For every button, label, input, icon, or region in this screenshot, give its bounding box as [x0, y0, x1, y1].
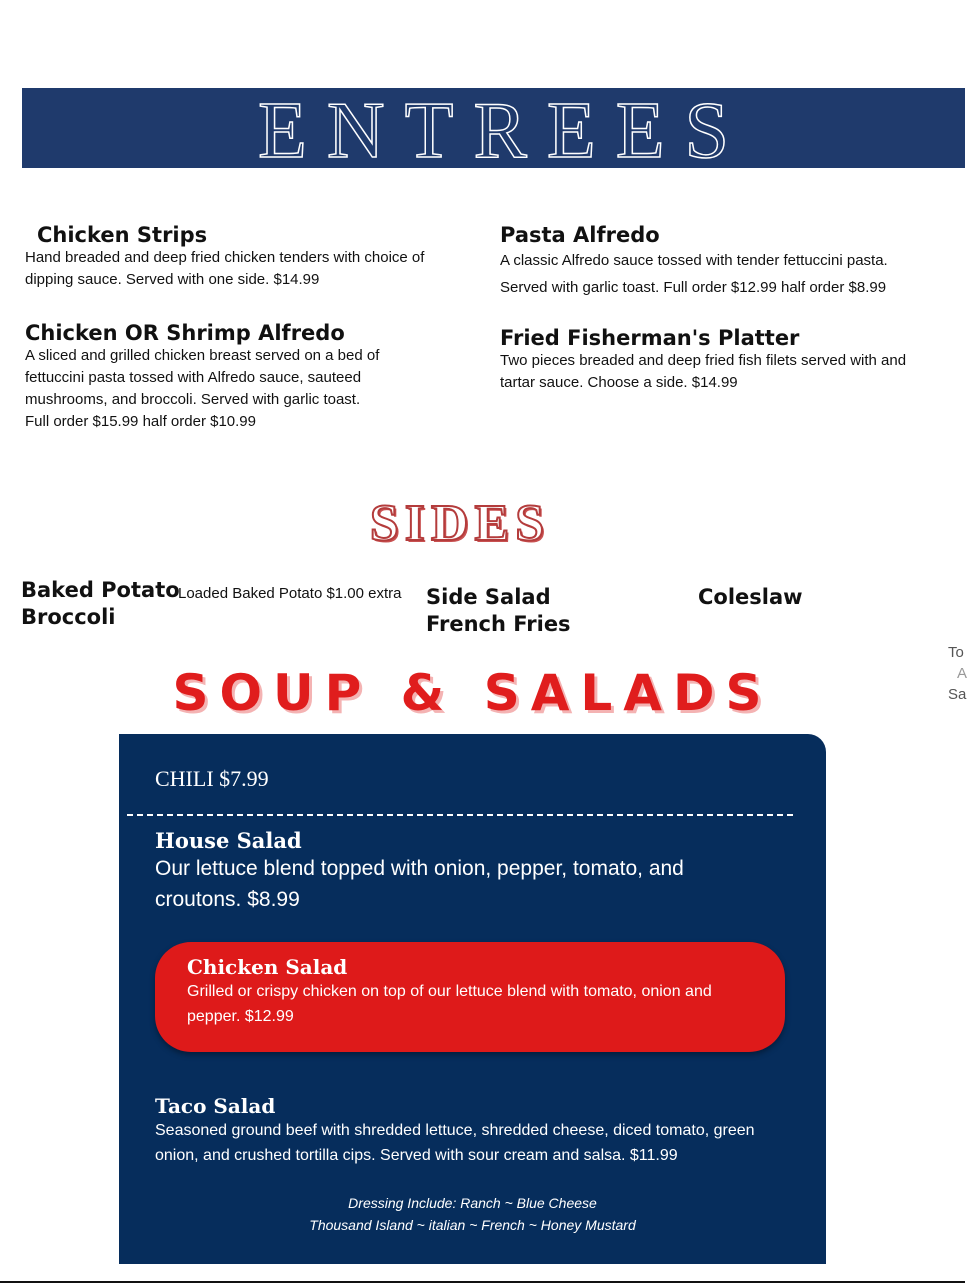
entree-chicken-strips [25, 223, 445, 291]
salad-desc: Grilled or crispy chicken on top of our lettuce blend with tomato, onion and pepper. $12.99 [187, 983, 712, 1025]
entree-chicken-shrimp-alfredo [25, 321, 400, 433]
entree-desc: Two pieces breaded and deep fried fish filets served with and tartar sauce. Choose a side. $14.99 [500, 352, 907, 392]
salad-desc: Our lettuce blend topped with onion, pepper, tomato, and croutons. $8.99 [155, 857, 684, 911]
entree-name: Fried Fisherman's Platter [500, 326, 800, 350]
entree-name: Chicken OR Shrimp Alfredo [25, 321, 345, 345]
entrees-banner [22, 87, 965, 175]
cut-off-text: A [957, 665, 967, 682]
dressing-line: Dressing Include: Ranch ~ Blue Cheese [348, 1195, 597, 1211]
side-coleslaw: Coleslaw [698, 585, 803, 609]
side-baked-potato: Baked Potato [21, 578, 180, 602]
salad-name: Chicken Salad [187, 955, 348, 979]
dressing-line: Thousand Island ~ italian ~ French ~ Honey Mustard [309, 1217, 636, 1233]
entree-desc: A sliced and grilled chicken breast served on a bed of fettuccini pasta tossed with Alfredo sauce, sauteed mushrooms, and broccoli. Served with garlic toast. [25, 347, 380, 409]
side-french-fries: French Fries [426, 612, 571, 636]
entree-name: Pasta Alfredo [500, 223, 660, 247]
house-salad [155, 828, 775, 915]
salad-name: Taco Salad [155, 1094, 276, 1118]
side-broccoli: Broccoli [21, 605, 116, 629]
cut-off-text: Sa [948, 686, 967, 703]
cut-off-text: To [948, 644, 964, 661]
dashed-divider [127, 814, 793, 816]
entree-fisherman-platter [500, 326, 920, 394]
salad-desc: Seasoned ground beef with shredded lettuce, shredded cheese, diced tomato, green onion, and crushed tortilla cips. Served with sour cream and salsa. $11.99 [155, 1122, 755, 1164]
entree-price: Full order $15.99 half order $10.99 [25, 413, 256, 431]
sides-title: SIDES [369, 495, 551, 552]
entree-desc: A classic Alfredo sauce tossed with tender fettuccini pasta. Served with garlic toast. Full order $12.99 half order $8.99 [500, 252, 888, 297]
entrees-title: ENTREES [257, 87, 750, 175]
entree-pasta-alfredo [500, 223, 910, 301]
soup-salads-panel [119, 734, 826, 1264]
taco-salad [155, 1094, 795, 1168]
side-note: Loaded Baked Potato $1.00 extra [178, 585, 402, 602]
entree-desc: Hand breaded and deep fried chicken tenders with choice of dipping sauce. Served with one side. $14.99 [25, 249, 425, 289]
chili-item: CHILI $7.99 [155, 766, 269, 791]
entree-name: Chicken Strips [37, 223, 208, 247]
side-side-salad: Side Salad [426, 585, 551, 609]
chicken-salad [155, 942, 785, 1052]
salad-name: House Salad [155, 828, 302, 853]
page-bottom-rule [0, 1281, 965, 1283]
dressing-list [119, 1192, 826, 1236]
soup-salads-title: SOUP & SALADS [172, 664, 773, 722]
